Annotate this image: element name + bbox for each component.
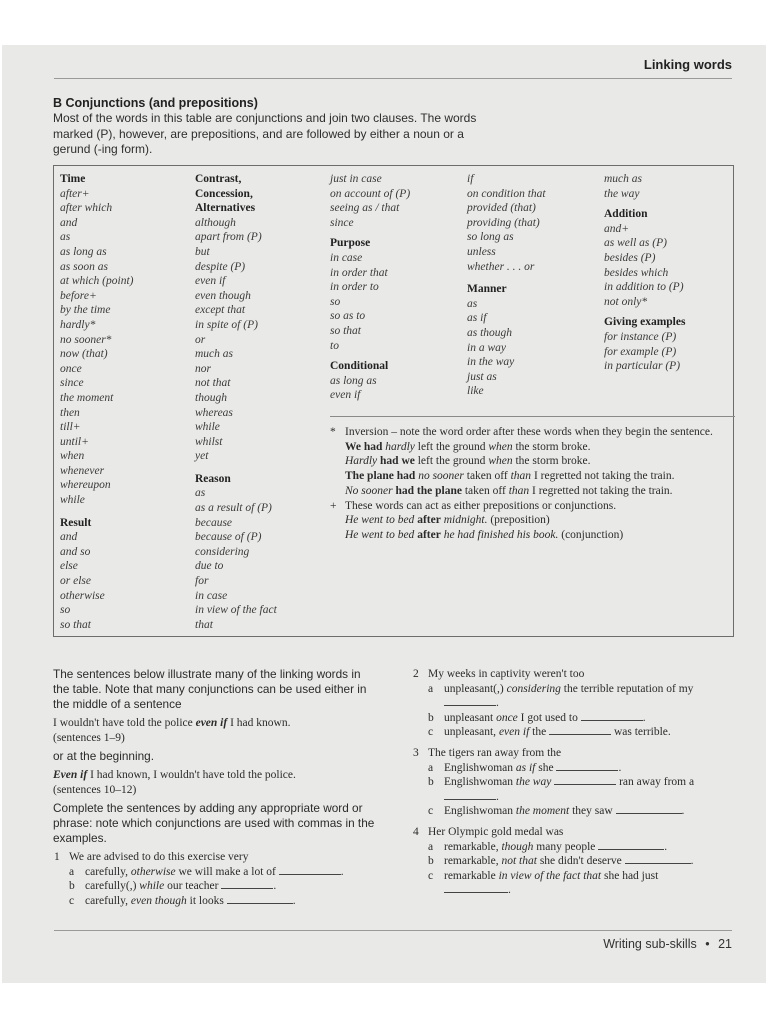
table-entry: although bbox=[195, 216, 236, 229]
table-entry: so as to bbox=[330, 310, 366, 323]
table-entry: just as bbox=[467, 370, 497, 383]
table-entry: much as bbox=[604, 173, 643, 185]
example-note: (sentences 1–9) bbox=[53, 731, 125, 744]
table-entry: just in case bbox=[330, 173, 382, 185]
table-entry: till+ bbox=[60, 421, 81, 434]
example-note: (sentences 10–12) bbox=[53, 783, 137, 796]
table-entry: despite (P) bbox=[195, 260, 246, 273]
example-line: Hardly had we left the ground when the storm broke. bbox=[345, 455, 591, 468]
intro-line: marked (P), however, are prepositions, and are followed by either a noun or a bbox=[53, 126, 464, 141]
exercise-instructions bbox=[53, 667, 378, 908]
table-entry: considering bbox=[195, 545, 250, 558]
time-list bbox=[60, 187, 190, 508]
question-4b: b remarkable, not that she didn't deserve . bbox=[428, 855, 694, 868]
table-entry: as well as (P) bbox=[604, 237, 667, 250]
table-entry: though bbox=[195, 391, 227, 404]
answer-blank[interactable] bbox=[444, 696, 496, 706]
instruction-paragraph: The sentences below illustrate many of the linking words in the table. Note that many conjunctions can be used either in the middle of a sentence bbox=[53, 667, 367, 711]
table-entry: as soon as bbox=[60, 260, 108, 273]
table-entry: or else bbox=[60, 575, 91, 588]
table-entry: because of (P) bbox=[195, 531, 262, 544]
table-entry: as long as bbox=[330, 374, 377, 387]
section-intro bbox=[53, 111, 523, 158]
giving-examples-list bbox=[604, 330, 734, 374]
table-entry: provided (that) bbox=[467, 202, 536, 215]
purpose-list bbox=[330, 251, 460, 353]
question-1c: c carefully, even though it looks . bbox=[69, 894, 296, 907]
plus-note-text: These words can act as either prepositions or conjunctions. bbox=[345, 499, 617, 512]
table-col-addition-examples bbox=[604, 172, 734, 374]
table-entry: due to bbox=[195, 560, 224, 573]
answer-blank[interactable] bbox=[549, 725, 611, 735]
table-entry: in case bbox=[195, 589, 228, 602]
conditional-heading: Conditional bbox=[330, 360, 389, 373]
table-entry: as bbox=[195, 487, 206, 500]
table-entry: nor bbox=[195, 362, 211, 375]
table-entry: in order that bbox=[330, 266, 388, 279]
example-line: He went to bed after he had finished his book. (conjunction) bbox=[345, 528, 624, 541]
answer-blank[interactable] bbox=[554, 775, 616, 785]
question-2b: b unpleasant once I got used to . bbox=[428, 711, 646, 724]
time-heading: Time bbox=[60, 173, 86, 185]
table-entry: otherwise bbox=[60, 589, 105, 602]
question-1b: b carefully(,) while our teacher . bbox=[69, 880, 277, 892]
table-entry: until+ bbox=[60, 435, 89, 448]
table-entry: for instance (P) bbox=[604, 330, 677, 343]
header-rule bbox=[54, 78, 732, 79]
intro-line: Most of the words in this table are conjunctions and join two clauses. The words bbox=[53, 111, 477, 125]
answer-blank[interactable] bbox=[556, 761, 618, 771]
purpose-heading: Purpose bbox=[330, 237, 371, 250]
answer-blank[interactable] bbox=[581, 711, 643, 721]
table-entry: as if bbox=[467, 312, 487, 325]
answer-blank[interactable] bbox=[616, 804, 682, 814]
table-entry: much as bbox=[195, 348, 234, 361]
table-entry: once bbox=[60, 362, 82, 375]
example-line: We had hardly left the ground when the storm broke. bbox=[345, 440, 591, 453]
table-entry: even though bbox=[195, 289, 251, 302]
table-entry: apart from (P) bbox=[195, 231, 262, 244]
answer-blank[interactable] bbox=[444, 790, 496, 800]
table-entry: not only* bbox=[604, 295, 648, 308]
answer-blank[interactable] bbox=[279, 865, 341, 875]
table-col-purpose-conditional bbox=[330, 172, 460, 403]
table-entry: as a result of (P) bbox=[195, 502, 272, 515]
table-entry: whereupon bbox=[60, 479, 111, 492]
table-entry: no sooner* bbox=[60, 333, 112, 346]
table-entry: for example (P) bbox=[604, 345, 677, 358]
table-entry: if bbox=[467, 173, 474, 185]
table-entry: whether . . . or bbox=[467, 260, 535, 273]
example-sentence: Even if I had known, I wouldn't have told the police. bbox=[53, 769, 296, 781]
example-sentence: I wouldn't have told the police even if I had known. bbox=[53, 717, 291, 729]
table-entry: on account of (P) bbox=[330, 187, 411, 200]
reason-list bbox=[195, 486, 325, 632]
table-entry: as though bbox=[467, 326, 513, 339]
result-list bbox=[60, 530, 190, 632]
addition-list bbox=[604, 222, 734, 310]
footer-section-title: Writing sub-skills bbox=[603, 937, 697, 951]
table-entry: and so bbox=[60, 545, 91, 558]
answer-blank[interactable] bbox=[444, 883, 508, 893]
table-entry: to bbox=[330, 339, 339, 352]
question-3b: b Englishwoman the way ran away from a . bbox=[428, 776, 695, 803]
table-entry: in the way bbox=[467, 356, 515, 369]
table-entry: else bbox=[60, 560, 78, 573]
table-entry: but bbox=[195, 245, 210, 258]
asterisk-marker: * bbox=[330, 426, 336, 438]
footer-rule bbox=[54, 930, 732, 931]
book-page bbox=[2, 45, 766, 983]
example-line: No sooner had the plane taken off than I regretted not taking the train. bbox=[345, 484, 673, 497]
table-entry: while bbox=[195, 421, 220, 434]
table-entry: in a way bbox=[467, 341, 506, 354]
contrast-heading-line: Contrast, bbox=[195, 173, 242, 185]
table-entry: and bbox=[60, 531, 78, 544]
table-entry: like bbox=[467, 385, 484, 398]
table-entry: by the time bbox=[60, 304, 111, 317]
question-4c: c remarkable in view of the fact that she had just . bbox=[428, 869, 659, 897]
table-col-time-result bbox=[60, 172, 190, 632]
table-entry: even if bbox=[330, 389, 361, 402]
table-entry: so bbox=[60, 604, 71, 617]
question-3: 3 The tigers ran away from the a Englishwoman as if she . b Englishwoman the way ran away from a . c Englishwoman the moment they saw . bbox=[412, 746, 737, 819]
table-entry: whilst bbox=[195, 435, 223, 448]
addition-heading: Addition bbox=[604, 208, 648, 221]
col3-top-list bbox=[330, 172, 460, 230]
table-entry: whereas bbox=[195, 406, 233, 419]
contrast-list bbox=[195, 216, 325, 464]
conditional-list bbox=[330, 374, 460, 403]
table-entry: as bbox=[60, 231, 71, 244]
answer-blank[interactable] bbox=[598, 840, 664, 850]
table-entry: because bbox=[195, 516, 233, 529]
question-2: 2 My weeks in captivity weren't too a unpleasant(,) considering the terrible reputation of my . b unpleasant once I got used to . c unpleasant, even if the was terrible. bbox=[412, 667, 737, 740]
table-entry: so bbox=[330, 295, 341, 308]
question-3a: a Englishwoman as if she . bbox=[428, 761, 622, 774]
example-line: He went to bed after midnight. (preposition) bbox=[345, 514, 550, 527]
contrast-heading-line: Concession, bbox=[195, 187, 253, 200]
table-entry: before+ bbox=[60, 289, 97, 302]
question-4a: a remarkable, though many people . bbox=[428, 840, 668, 853]
question-2a: a unpleasant(,) considering the terrible reputation of my . bbox=[428, 682, 694, 710]
table-entry: not that bbox=[195, 377, 231, 390]
table-entry: in order to bbox=[330, 281, 379, 294]
inversion-note bbox=[330, 425, 735, 440]
table-entry: unless bbox=[467, 245, 496, 258]
result-heading: Result bbox=[60, 516, 92, 529]
table-col-manner bbox=[467, 172, 597, 399]
answer-blank[interactable] bbox=[227, 894, 293, 904]
table-entry: in addition to (P) bbox=[604, 281, 684, 294]
giving-examples-heading: Giving examples bbox=[604, 316, 686, 329]
section-heading: B Conjunctions (and prepositions) bbox=[53, 96, 258, 110]
instruction-paragraph: Complete the sentences by adding any appropriate word or phrase: note which conjunctions are used with commas in the examples. bbox=[53, 801, 375, 845]
table-entry: except that bbox=[195, 304, 246, 317]
table-entry: the moment bbox=[60, 391, 114, 404]
plus-marker: + bbox=[330, 499, 337, 512]
intro-line: gerund (-ing form). bbox=[53, 142, 153, 156]
table-entry: and+ bbox=[604, 222, 630, 235]
table-entry: after which bbox=[60, 202, 113, 215]
table-entry: or bbox=[195, 333, 206, 346]
table-entry: now (that) bbox=[60, 348, 108, 361]
plus-note bbox=[330, 499, 735, 514]
table-entry: that bbox=[195, 618, 213, 631]
page-number: 21 bbox=[718, 937, 732, 951]
question-3c: c Englishwoman the moment they saw . bbox=[428, 805, 685, 818]
table-entry: in case bbox=[330, 251, 363, 264]
table-entry: as bbox=[467, 297, 478, 310]
inversion-note-text: Inversion – note the word order after these words when they begin the sentence. bbox=[345, 426, 713, 438]
table-entry: yet bbox=[195, 450, 209, 463]
table-entry: after+ bbox=[60, 187, 90, 200]
table-entry: besides which bbox=[604, 266, 669, 279]
question-2c: c unpleasant, even if the was terrible. bbox=[428, 726, 671, 739]
reason-heading: Reason bbox=[195, 472, 231, 485]
table-entry: when bbox=[60, 450, 85, 463]
running-header: Linking words bbox=[643, 57, 732, 72]
table-entry: whenever bbox=[60, 464, 105, 477]
question-1: 1 We are advised to do this exercise very a carefully, otherwise we will make a lot of . b carefully(,) while our teacher . c carefully, even though it looks . bbox=[53, 850, 378, 908]
table-entry: since bbox=[330, 216, 354, 229]
table-entry: besides (P) bbox=[604, 251, 656, 264]
table-entry: the way bbox=[604, 187, 640, 200]
manner-list bbox=[467, 297, 597, 399]
table-entry: in spite of (P) bbox=[195, 318, 258, 331]
table-entry: seeing as / that bbox=[330, 202, 400, 215]
col4-top-list bbox=[467, 172, 597, 274]
table-entry: for bbox=[195, 575, 209, 588]
table-entry: in particular (P) bbox=[604, 360, 681, 373]
table-entry: providing (that) bbox=[467, 216, 540, 229]
instruction-paragraph: or at the beginning. bbox=[53, 749, 155, 763]
table-entry: so that bbox=[60, 618, 91, 631]
page-footer bbox=[603, 937, 732, 951]
table-entry: since bbox=[60, 377, 84, 390]
table-entry: at which (point) bbox=[60, 275, 134, 288]
answer-blank[interactable] bbox=[221, 879, 273, 889]
question-1a: a carefully, otherwise we will make a lot of . bbox=[69, 865, 344, 878]
table-entry: then bbox=[60, 406, 80, 419]
table-entry: in view of the fact bbox=[195, 604, 277, 617]
footer-bullet: • bbox=[705, 937, 710, 951]
example-line: The plane had no sooner taken off than I regretted not taking the train. bbox=[345, 470, 675, 483]
col5-top-list bbox=[604, 172, 734, 201]
exercise-questions bbox=[412, 667, 737, 898]
table-entry: so that bbox=[330, 324, 361, 337]
question-4: 4 Her Olympic gold medal was a remarkable, though many people . b remarkable, not that she didn't deserve . c remarkable in view of the fact that she had just . bbox=[412, 825, 737, 898]
manner-heading: Manner bbox=[467, 283, 507, 296]
table-notes bbox=[330, 416, 735, 543]
table-entry: hardly* bbox=[60, 318, 96, 331]
table-entry: on condition that bbox=[467, 187, 546, 200]
table-entry: even if bbox=[195, 275, 226, 288]
conjunctions-table bbox=[53, 165, 734, 637]
table-entry: and bbox=[60, 216, 78, 229]
table-entry: while bbox=[60, 494, 85, 507]
contrast-heading-line: Alternatives bbox=[195, 202, 256, 215]
table-entry: as long as bbox=[60, 245, 107, 258]
table-entry: so long as bbox=[467, 231, 514, 244]
answer-blank[interactable] bbox=[625, 854, 691, 864]
table-col-contrast-reason bbox=[195, 172, 325, 632]
